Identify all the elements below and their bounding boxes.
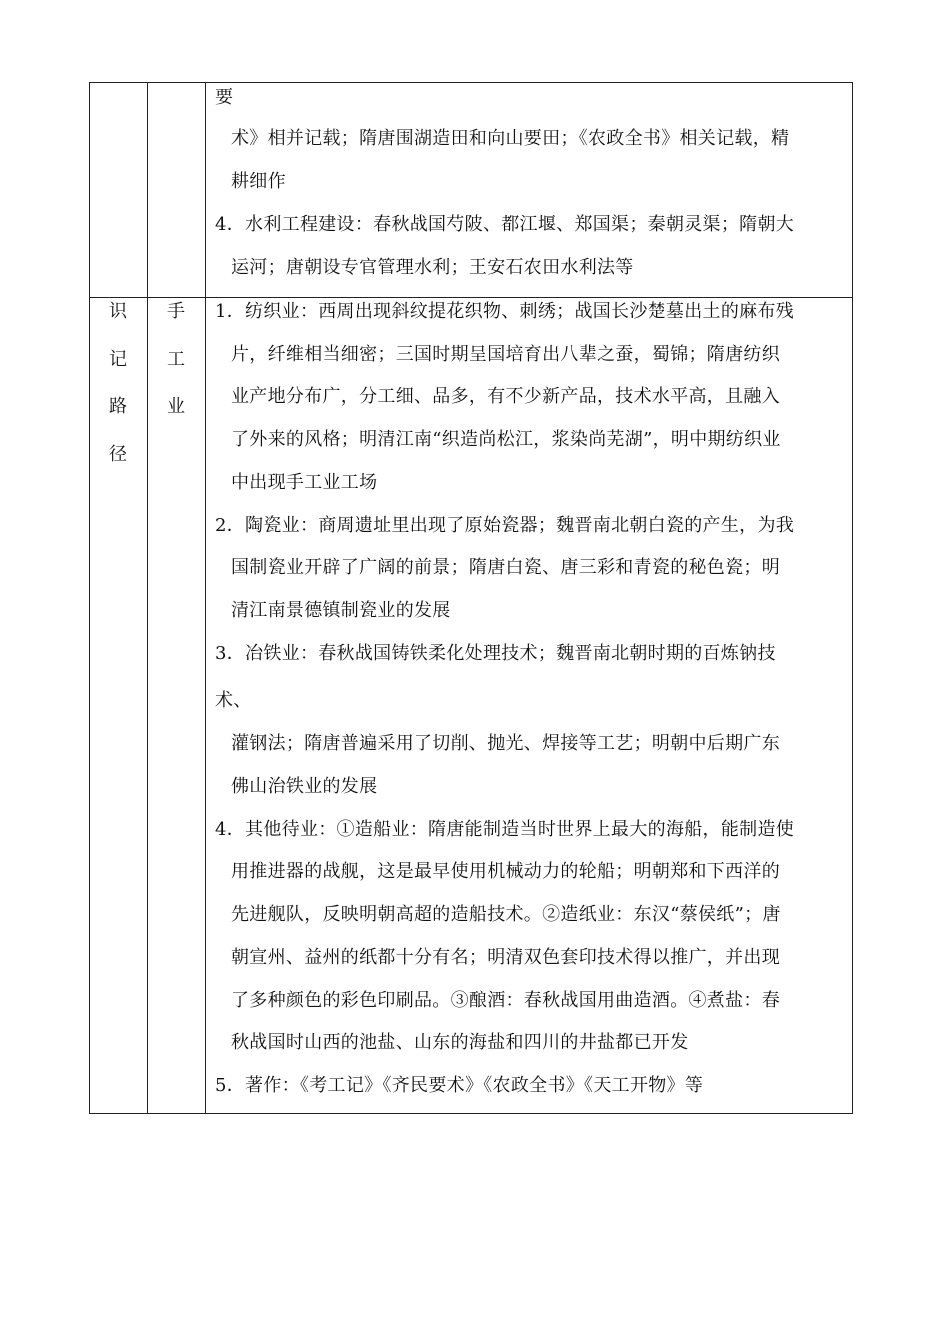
category-char-4: 径 — [109, 444, 127, 465]
iron-line-3: 灌钢法；隋唐普遍采用了切削、抛光、焊接等工艺；明朝中后期广东 — [231, 733, 780, 754]
category-char-3: 路 — [109, 396, 127, 417]
subcategory-char-1: 手 — [167, 301, 185, 322]
row-divider — [90, 297, 852, 298]
column-divider-1 — [147, 83, 148, 1113]
iron-line-4: 佛山治铁业的发展 — [231, 776, 378, 797]
ceramics-line-2: 国制瓷业开辟了广阔的前景；隋唐白瓷、唐三彩和青瓷的秘色瓷；明 — [231, 557, 780, 578]
row1-line-1: 要 — [215, 87, 234, 108]
other-line-1: 4．其他待业：①造船业：隋唐能制造当时世界上最大的海船，能制造使 — [215, 819, 795, 840]
works-line-1: 5．著作：《考工记》《齐民要术》《农政全书》《天工开物》等 — [215, 1075, 704, 1096]
other-line-4: 朝宣州、益州的纸都十分有名；明清双色套印技术得以推广，并出现 — [231, 947, 780, 968]
subcategory-char-2: 工 — [167, 349, 185, 370]
other-line-5: 了多种颜色的彩色印刷品。③酿酒：春秋战国用曲造酒。④煮盐：春 — [231, 990, 780, 1011]
other-line-2: 用推进器的战舰，这是最早使用机械动力的轮船；明朝郑和下西洋的 — [231, 861, 780, 882]
iron-line-2: 术、 — [215, 690, 252, 711]
row1-line-3: 耕细作 — [231, 171, 286, 192]
textile-line-2: 片，纤维相当细密；三国时期呈国培育出八辈之蚕，蜀锦；隋唐纺织 — [231, 344, 780, 365]
row1-line-4: 4．水利工程建设：春秋战国芍陂、都江堰、郑国渠；秦朝灵渠；隋朝大 — [215, 214, 795, 235]
column-divider-2 — [205, 83, 206, 1113]
ceramics-line-1: 2．陶瓷业：商周遗址里出现了原始瓷器；魏晋南北朝白瓷的产生，为我 — [215, 515, 795, 536]
row1-line-5: 运河；唐朝设专官管理水利；王安石农田水利法等 — [231, 257, 634, 278]
textile-line-3: 业产地分布广，分工细、品多，有不少新产品，技术水平高，且融入 — [231, 386, 780, 407]
subcategory-char-3: 业 — [167, 396, 185, 417]
category-char-1: 识 — [109, 301, 127, 322]
other-line-3: 先进舰队，反映明朝高超的造船技术。②造纸业：东汉“蔡侯纸”；唐 — [231, 904, 781, 925]
row1-line-2: 术》相并记载；隋唐围湖造田和向山要田；《农政全书》相关记载，精 — [231, 128, 790, 149]
other-line-6: 秋战国时山西的池盐、山东的海盐和四川的井盐都已开发 — [231, 1032, 689, 1053]
textile-line-5: 中出现手工业工场 — [231, 472, 378, 493]
textile-line-1: 1．纺织业：西周出现斜纹提花织物、刺绣；战国长沙楚墓出土的麻布残 — [215, 301, 795, 322]
category-char-2: 记 — [109, 349, 127, 370]
iron-line-1: 3．冶铁业：春秋战国铸铁柔化处理技术；魏晋南北朝时期的百炼钠技 — [215, 643, 776, 664]
ceramics-line-3: 清江南景德镇制瓷业的发展 — [231, 600, 451, 621]
textile-line-4: 了外来的风格；明清江南“织造尚松江，浆染尚芜湖”，明中期纺织业 — [231, 429, 781, 450]
